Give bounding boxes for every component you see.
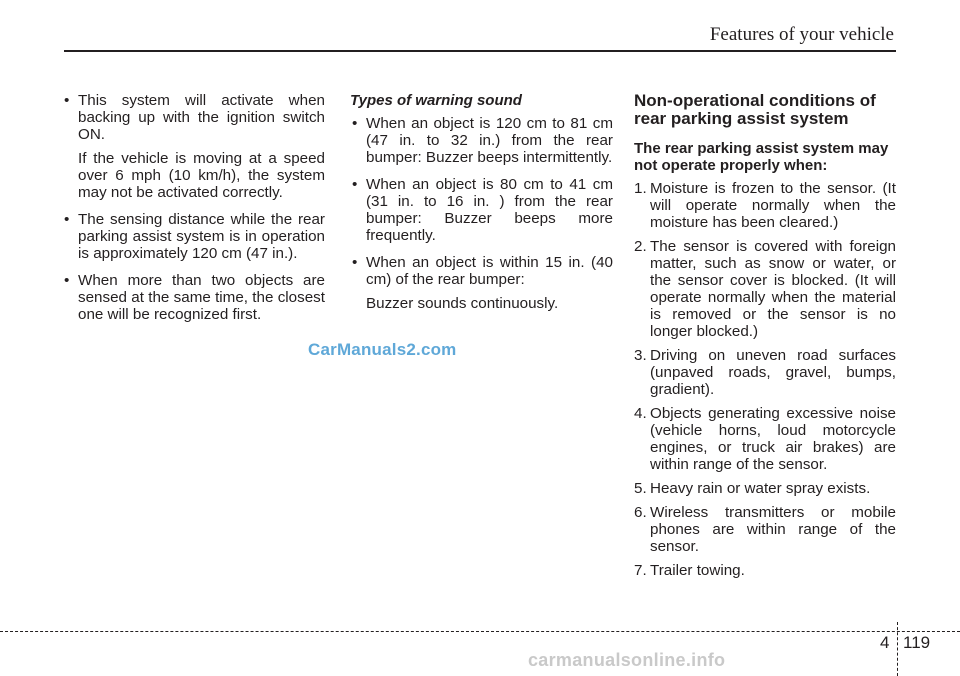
item-number: 7. xyxy=(634,562,647,579)
column-left xyxy=(62,92,325,333)
item-text: Driving on uneven road surfaces (unpaved roads, gravel, bumps, gradient). xyxy=(650,347,896,398)
bullet-text: When an object is 120 cm to 81 cm (47 in. to 32 in.) from the rear bumper: Buzzer beeps intermittently. xyxy=(366,115,613,166)
item-text: Wireless transmitters or mobile phones are within range of the sensor. xyxy=(650,504,896,555)
bullet-text: This system will activate when backing up with the ignition switch ON. xyxy=(78,92,325,143)
item-number: 6. xyxy=(634,504,647,521)
bullet-icon: • xyxy=(352,254,358,271)
bullet-item xyxy=(350,254,613,312)
bullet-text: When more than two objects are sensed at the same time, the closest one will be recognized first. xyxy=(78,272,325,323)
bullet-continuation: If the vehicle is moving at a speed over 6 mph (10 km/h), the system may not be activated correctly. xyxy=(78,150,325,201)
item-text: Objects generating excessive noise (vehicle horns, loud motorcycle engines, or truck air brakes) are within range of the sensor. xyxy=(650,405,896,473)
bullet-text: The sensing distance while the rear parking assist system is in operation is approximately 120 cm (47 in.). xyxy=(78,211,325,262)
bullet-item xyxy=(62,272,325,323)
numbered-item xyxy=(634,180,896,231)
footer-watermark: carmanualsonline.info xyxy=(528,650,726,670)
header-rule xyxy=(64,50,896,52)
item-text: The sensor is covered with foreign matter, such as snow or water, or the sensor cover is blocked. (It will operate normally when the material is removed or the sensor is no longer blocked.) xyxy=(650,238,896,340)
numbered-item xyxy=(634,405,896,473)
bullet-continuation: Buzzer sounds continuously. xyxy=(366,295,559,312)
item-number: 5. xyxy=(634,480,647,497)
numbered-item xyxy=(634,562,896,579)
bullet-item xyxy=(350,176,613,244)
item-text: Trailer towing. xyxy=(650,562,745,579)
section-heading: Types of warning sound xyxy=(350,92,522,109)
numbered-item xyxy=(634,347,896,398)
bullet-icon: • xyxy=(64,211,70,228)
numbered-item xyxy=(634,238,896,340)
item-number: 1. xyxy=(634,180,647,197)
item-text: Heavy rain or water spray exists. xyxy=(650,480,871,497)
footer-rule xyxy=(0,631,960,632)
bullet-item xyxy=(62,211,325,262)
page-number: 119 xyxy=(903,633,931,652)
page-header-title: Features of your vehicle xyxy=(709,24,894,45)
bullet-icon: • xyxy=(352,115,358,132)
bullet-icon: • xyxy=(64,272,70,289)
bullet-item xyxy=(350,115,613,166)
column-middle xyxy=(350,92,613,322)
bullet-icon: • xyxy=(352,176,358,193)
section-subheading: The rear parking assist system may not operate properly when: xyxy=(634,140,889,174)
footer-separator xyxy=(897,622,898,676)
bullet-icon: • xyxy=(64,92,70,109)
bullet-text: When an object is 80 cm to 41 cm (31 in. to 16 in. ) from the rear bumper: Buzzer beeps more frequently. xyxy=(366,176,613,244)
numbered-item xyxy=(634,504,896,555)
bullet-item xyxy=(62,92,325,201)
watermark-link[interactable]: CarManuals2.com xyxy=(308,340,457,359)
item-number: 3. xyxy=(634,347,647,364)
item-number: 2. xyxy=(634,238,647,255)
section-heading: Non-operational conditions of rear parking assist system xyxy=(634,91,876,128)
bullet-text: When an object is within 15 in. (40 cm) of the rear bumper: xyxy=(366,254,613,288)
column-right xyxy=(634,92,896,586)
item-number: 4. xyxy=(634,405,647,422)
numbered-item xyxy=(634,480,896,497)
chapter-number: 4 xyxy=(880,633,890,652)
item-text: Moisture is frozen to the sensor. (It will operate normally when the moisture has been cleared.) xyxy=(650,180,896,231)
